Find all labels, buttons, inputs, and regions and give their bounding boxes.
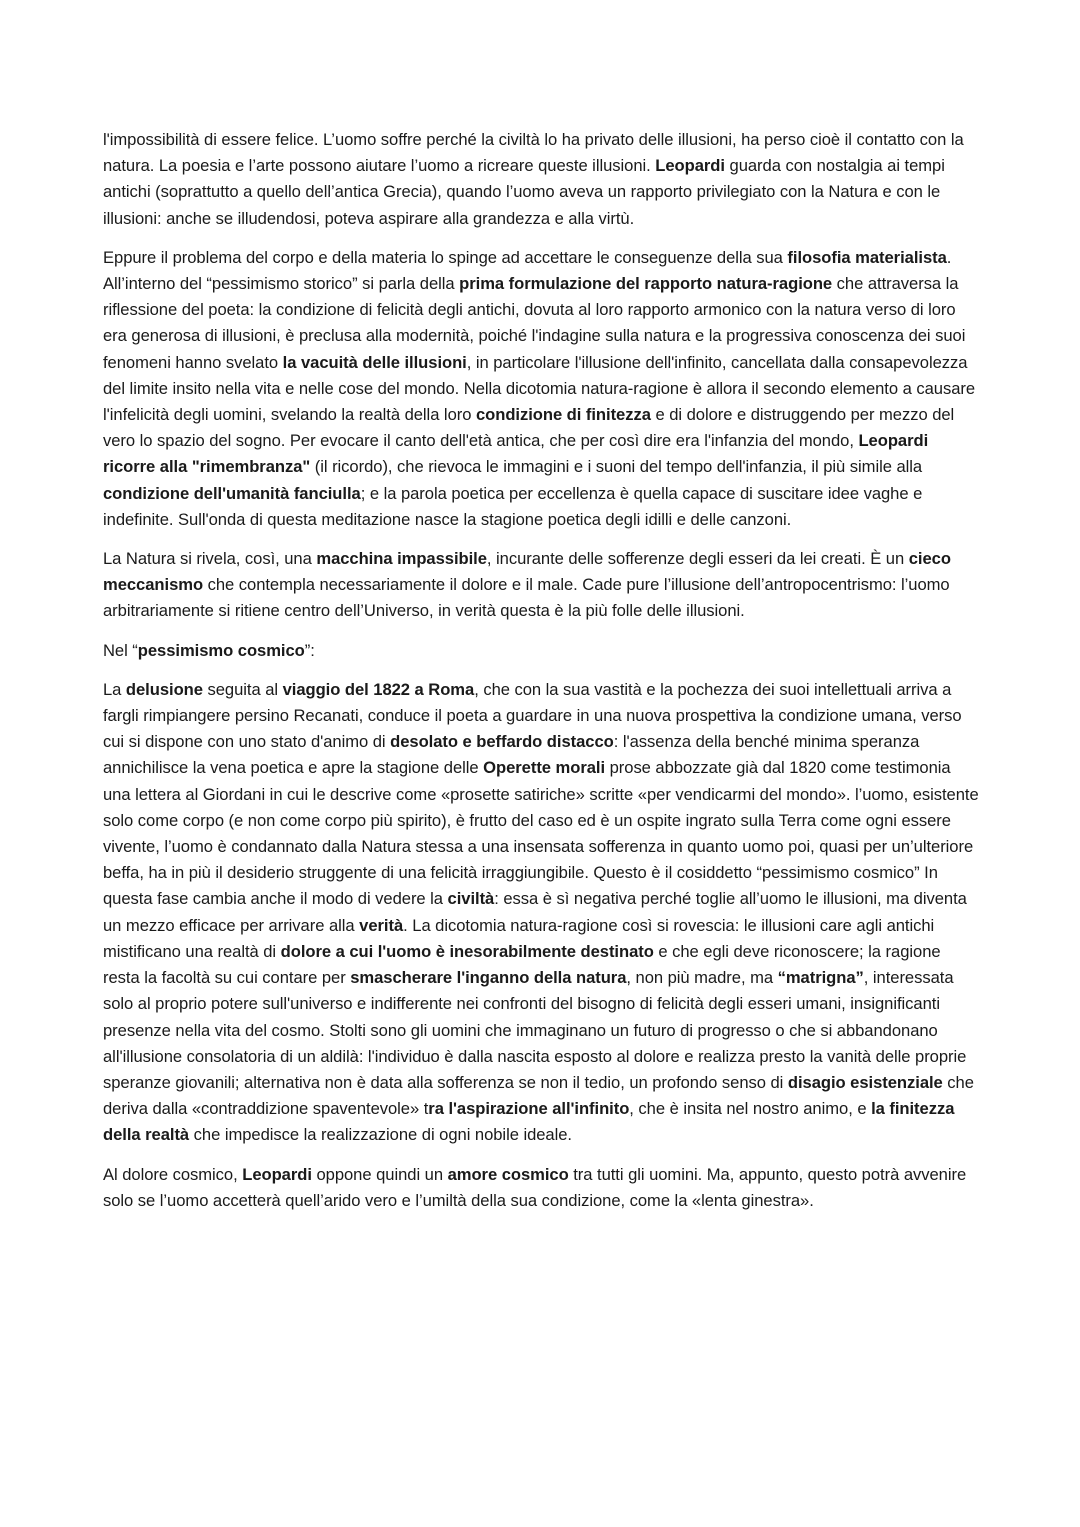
paragraph-cosmic-love bbox=[103, 1162, 979, 1214]
bold-text-run: Operette morali bbox=[483, 758, 606, 778]
bold-text-run: condizione dell'umanità fanciulla bbox=[103, 483, 361, 503]
text-run: , in particolare l'illusione dell'infinito, cancellata dalla consapevolezza del limite insito nella vita e nelle cose del mondo. Nella dicotomia natura-ragione è allora il secondo elemento a causare l'infelicità degli uomini, svelando la realtà della loro bbox=[103, 352, 976, 425]
text-run: che contempla necessariamente il dolore e il male. Cade pure l’illusione dell’antropocentrismo: l’uomo arbitrariamente si ritiene centro dell’Universo, in verità questa è la più folle delle illusioni. bbox=[103, 575, 950, 621]
paragraph-nature-machine bbox=[103, 546, 979, 625]
bold-text-run: ra l'aspirazione all'infinito bbox=[428, 1099, 630, 1119]
bold-text-run: dolore a cui l'uomo è inesorabilmente destinato bbox=[280, 941, 654, 961]
text-run: ”: bbox=[304, 640, 315, 660]
bold-text-run: smascherare l'inganno della natura bbox=[350, 968, 627, 988]
text-run: che deriva dalla «contraddizione spaventevole» t bbox=[103, 1072, 974, 1119]
text-run: , che è insita nel nostro animo, e bbox=[629, 1099, 872, 1119]
paragraph-cosmic-heading bbox=[103, 638, 979, 664]
text-run: La bbox=[103, 679, 126, 699]
text-run: La Natura si rivela, così, una bbox=[103, 549, 317, 569]
bold-text-run: macchina impassibile bbox=[316, 549, 487, 569]
text-run: prose abbozzate già dal 1820 come testimonia una lettera al Giordani in cui le descrive come «prosette satiriche» scritte «per vendicarmi del mondo». l’uomo, esistente solo come corpo (e non come corpo più spirito), è frutto del caso ed è un ospite ingrato sulla Terra come ogni essere vivente, l’uomo è condannato dalla Natura stessa a una insensata sofferenza in quanto uomo poi, quasi per un’ulteriore beffa, ha in più il desiderio struggente di una felicità irraggiungibile. Questo è il cosiddetto “pessimismo cosmico” In questa fase cambia anche il modo di vedere la bbox=[103, 758, 979, 909]
text-run: , non più madre, ma bbox=[626, 968, 778, 988]
text-run: . La dicotomia natura-ragione così si rovescia: le illusioni care agli antichi mistificano una realtà di bbox=[103, 915, 935, 961]
text-run: Eppure il problema del corpo e della materia lo spinge ad accettare le conseguenze della sua bbox=[103, 247, 788, 267]
bold-text-run: Leopardi bbox=[655, 156, 725, 176]
bold-text-run: civiltà bbox=[447, 889, 495, 909]
text-run: , che con la sua vastità e la pochezza dei suoi intellettuali arriva a fargli rimpiangere persino Recanati, conduce il poeta a guardare in una nuova prospettiva la condizione umana, verso cui si dispone con uno stato d'animo di bbox=[103, 679, 962, 752]
bold-text-run: Leopardi ricorre alla "rimembranza" bbox=[103, 431, 929, 477]
text-run: Nel “ bbox=[103, 640, 138, 660]
bold-text-run: verità bbox=[359, 915, 404, 935]
bold-text-run: condizione di finitezza bbox=[475, 405, 651, 425]
bold-text-run: viaggio del 1822 a Roma bbox=[282, 679, 475, 699]
text-run: che impedisce la realizzazione di ogni nobile ideale. bbox=[189, 1125, 572, 1145]
text-run: : l'assenza della benché minima speranza annichilisce la vena poetica e apre la stagione delle bbox=[103, 732, 920, 778]
paragraph-historical-pessimism bbox=[103, 245, 979, 533]
bold-text-run: pessimismo cosmico bbox=[137, 640, 305, 660]
text-run: guarda con nostalgia ai tempi antichi (soprattutto a quello dell’antica Grecia), quando l’uomo aveva un rapporto privilegiato con la Natura e con le illusioni: anche se illudendosi, poteva aspirare alla grandezza e alla virtù. bbox=[103, 156, 945, 228]
bold-text-run: la finitezza della realtà bbox=[103, 1099, 955, 1145]
text-run: ; e la parola poetica per eccellenza è quella capace di suscitare idee vaghe e indefinite. Sull'onda di questa meditazione nasce la stagione poetica degli idilli e delle canzoni. bbox=[103, 483, 923, 529]
bold-text-run: Leopardi bbox=[242, 1164, 312, 1184]
text-run: , incurante delle sofferenze degli esseri da lei creati. È un bbox=[486, 549, 909, 569]
text-run: Al dolore cosmico, bbox=[103, 1164, 243, 1184]
bold-text-run: amore cosmico bbox=[447, 1164, 569, 1184]
text-run: e che egli deve riconoscere; la ragione resta la facoltà su cui contare per bbox=[103, 941, 941, 988]
text-run: tra tutti gli uomini. Ma, appunto, questo potrà avvenire solo se l’uomo accetterà quell’arido vero e l’umiltà della sua condizione, come la «lenta ginestra». bbox=[103, 1164, 967, 1210]
bold-text-run: disagio esistenziale bbox=[787, 1072, 943, 1092]
bold-text-run: cieco meccanismo bbox=[103, 549, 951, 595]
text-run: : essa è sì negativa perché toglie all’uomo le illusioni, ma diventa un mezzo efficace per arrivare alla bbox=[103, 889, 967, 935]
text-run: seguita al bbox=[202, 679, 283, 699]
bold-text-run: delusione bbox=[125, 679, 203, 699]
text-run: oppone quindi un bbox=[311, 1164, 448, 1184]
text-run: . All’interno del “pessimismo storico” si parla della bbox=[103, 247, 952, 294]
text-run: e di dolore e distruggendo per mezzo del vero lo spazio del sogno. Per evocare il canto dell'età antica, che per così dire era l'infanzia del mondo, bbox=[103, 405, 955, 451]
bold-text-run: filosofia materialista bbox=[787, 247, 947, 267]
paragraph-cosmic-pessimism bbox=[103, 677, 979, 1149]
document-page bbox=[103, 127, 979, 1227]
bold-text-run: “matrigna” bbox=[777, 968, 864, 988]
text-run: l'impossibilità di essere felice. L’uomo soffre perché la civiltà lo ha privato delle illusioni, ha perso cioè il contatto con la natura. La poesia e l’arte possono aiutare l’uomo a ricreare queste illusioni. bbox=[103, 130, 964, 176]
text-run: (il ricordo), che rievoca le immagini e i suoni del tempo dell'infanzia, il più simile alla bbox=[310, 457, 923, 477]
bold-text-run: prima formulazione del rapporto natura-ragione bbox=[459, 274, 833, 294]
text-run: che attraversa la riflessione del poeta: la condizione di felicità degli antichi, dovuta al loro rapporto armonico con la natura verso di loro era generosa di illusioni, è preclusa alla modernità, poiché l'indagine sulla natura e la progressiva conoscenza dei suoi fenomeni hanno svelato bbox=[103, 274, 966, 372]
bold-text-run: desolato e beffardo distacco bbox=[390, 732, 614, 752]
text-run: , interessata solo al proprio potere sull'universo e indifferente nei confronti del bisogno di felicità degli esseri umani, insignificanti presenze nella vita del cosmo. Stolti sono gli uomini che immaginano un futuro di progresso o che si abbandonano all'illusione consolatoria di un aldilà: l'individuo è dalla nascita esposto al dolore e realizza presto la vanità delle proprie speranze giovanili; alternativa non è data alla sofferenza se non il tedio, un profondo senso di bbox=[103, 968, 967, 1092]
paragraph-illusions bbox=[103, 127, 979, 232]
bold-text-run: la vacuità delle illusioni bbox=[282, 352, 467, 372]
